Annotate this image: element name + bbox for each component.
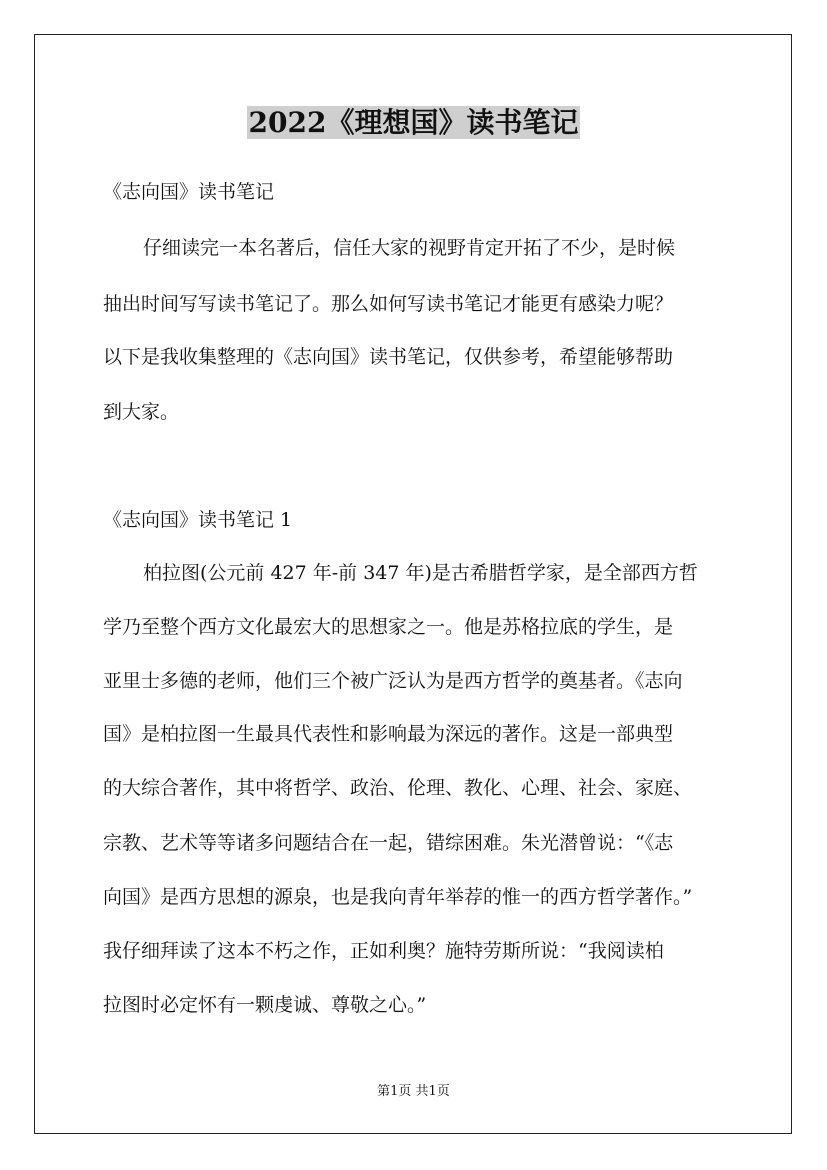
paragraph-line: 拉图时必定怀有一颗虔诚、尊敬之心。” (103, 994, 427, 1016)
paragraph-line: 抽出时间写写读书笔记了。那么如何写读书笔记才能更有感染力呢？ (103, 293, 674, 315)
paragraph-line: 到大家。 (103, 401, 180, 423)
paragraph-line: 国》是柏拉图一生最具代表性和影响最为深远的著作。这是一部典型 (103, 723, 674, 745)
paragraph-line: 的大综合著作，其中将哲学、政治、伦理、教化、心理、社会、家庭、 (103, 777, 693, 799)
section-heading-intro: 《志向国》读书笔记 (103, 181, 275, 203)
paragraph-line: 仔细读完一本名著后，信任大家的视野肯定开拓了不少，是时候 (143, 237, 676, 259)
document-title-text: 2022《理想国》读书笔记 (248, 106, 579, 139)
paragraph-line: 柏拉图(公元前 427 年-前 347 年)是古希腊哲学家，是全部西方哲 (143, 562, 698, 584)
paragraph-line: 宗教、艺术等等诸多问题结合在一起，错综困难。朱光潜曾说：“《志 (103, 832, 674, 854)
paragraph-line: 学乃至整个西方文化最宏大的思想家之一。他是苏格拉底的学生，是 (103, 616, 674, 638)
document-title (0, 104, 827, 142)
paragraph-line: 以下是我收集整理的《志向国》读书笔记，仅供参考，希望能够帮助 (103, 346, 674, 368)
paragraph-line: 亚里士多德的老师，他们三个被广泛认为是西方哲学的奠基者。《志向 (103, 670, 683, 692)
section-heading-note-1: 《志向国》读书笔记 1 (103, 509, 293, 531)
paragraph-line: 向国》是西方思想的源泉，也是我向青年举荐的惟一的西方哲学著作。” (103, 886, 693, 908)
page-footer: 第1页 共1页 (377, 1084, 450, 1099)
paragraph-line: 我仔细拜读了这本不朽之作，正如利奥？施特劳斯所说：“我阅读柏 (103, 940, 664, 962)
